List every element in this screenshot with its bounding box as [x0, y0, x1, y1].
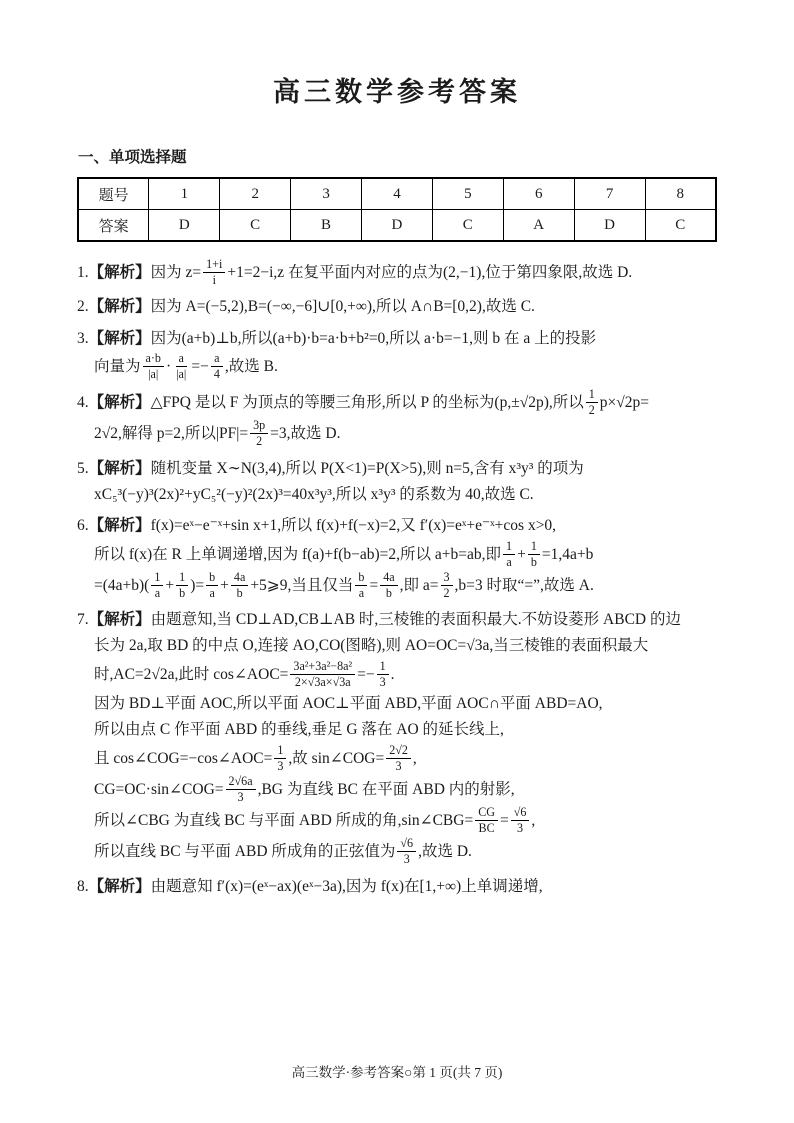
answer-cell: D	[149, 210, 220, 242]
fraction: $\frac{1}{2}$	[586, 387, 598, 418]
question-number-cell: 8	[645, 178, 716, 210]
fraction: $\frac{CG}{BC}$	[475, 805, 498, 836]
solution-line: xC₅³(−y)³(2x)²+yC₅²(−y)²(2x)³=40x³y³,所以 x³y³ 的系数为 40,故选 C.	[94, 485, 534, 503]
fraction: $\frac{√6}{3}$	[397, 836, 416, 867]
solution-paragraph	[77, 874, 717, 900]
fraction: $\frac{1}{a}$	[503, 539, 515, 570]
page-title: 高三数学参考答案	[273, 77, 521, 107]
solution-line: 向量为 $\frac{a\cdot b}{|a|}$ · $\frac{a}{|a|}$ =− $\frac{a}{4}$ ,故选 B.	[94, 350, 278, 382]
answer-cell: D	[362, 210, 433, 242]
question-number-cell: 3	[291, 178, 362, 210]
answer-cell: B	[291, 210, 362, 242]
solution-line: 时,AC=2√2a,此时 cos∠AOC= $\frac{\text{3a²+3a²−8a²}}{2\times√3a\times√3a}$ =− $\frac{1}{3}$ .	[94, 658, 395, 689]
fraction: $\frac{2√6a}{3}$	[226, 774, 256, 805]
fraction: $\frac{4a}{b}$	[231, 570, 248, 601]
fraction: $\frac{b}{a}$	[206, 570, 218, 601]
fraction: $\frac{b}{a}$	[355, 570, 367, 601]
answer-table	[77, 177, 717, 242]
analysis-label: 【解析】	[88, 394, 151, 412]
solution-line: 6.【解析】f(x)=eˣ−e⁻ˣ+sin x+1,所以 f(x)+f(−x)=2,又 f′(x)=eˣ+e⁻ˣ+cos x>0,	[77, 517, 557, 535]
fraction: $\frac{\text{3a²+3a²−8a²}}{2\times√3a\times√3a}$	[290, 659, 355, 690]
answer-cell: C	[220, 210, 291, 242]
question-number-cell: 7	[574, 178, 645, 210]
fraction: $\frac{1}{b}$	[176, 570, 188, 601]
answer-cell: A	[503, 210, 574, 242]
solution-line: 5.【解析】随机变量 X∼N(3,4),所以 P(X<1)=P(X>5),则 n=5,含有 x³y³ 的项为	[77, 459, 584, 477]
answer-row	[78, 210, 716, 242]
fraction: $\frac{3p}{2}$	[250, 418, 268, 449]
solution-line: CG=OC·sin∠COG= $\frac{2√6a}{3}$ ,BG 为直线 BC 在平面 ABD 内的射影,	[94, 773, 515, 804]
solutions	[77, 258, 717, 900]
fraction: $\frac{4a}{b}$	[380, 570, 397, 601]
fraction: $\frac{1}{3}$	[377, 659, 389, 690]
solution-line: 7.【解析】由题意知,当 CD⊥AD,CB⊥AB 时,三棱锥的表面积最大.不妨设菱形 ABCD 的边	[77, 611, 681, 629]
question-number-cell: 4	[362, 178, 433, 210]
solution-line: 长为 2a,取 BD 的中点 O,连接 AO,CO(图略),则 AO=OC=√3a,当三棱锥的表面积最大	[94, 637, 649, 655]
solution-line: 1.【解析】因为 z= $\frac{1+i}{i}$ +1=2−i,z 在复平面内对应的点为(2,−1),位于第四象限,故选 D.	[77, 257, 633, 288]
solution-paragraph	[77, 388, 717, 450]
answer-cell: C	[645, 210, 716, 242]
solution-line: 3.【解析】因为(a+b)⊥b,所以(a+b)·b=a·b+b²=0,所以 a·b=−1,则 b 在 a 上的投影	[77, 329, 597, 347]
solution-line: 所以直线 BC 与平面 ABD 所成角的正弦值为 $\frac{√6}{3}$ ,故选 D.	[94, 836, 472, 867]
section-heading: 一、单项选择题	[78, 149, 187, 166]
solution-paragraph	[77, 294, 717, 320]
solution-line: 所以 f(x)在 R 上单调递增,因为 f(a)+f(b−ab)=2,所以 a+b=ab,即 $\frac{1}{a}$ + $\frac{1}{b}$ =1,4a+b	[94, 538, 594, 569]
question-number-row	[78, 178, 716, 210]
solution-line: 2√2,解得 p=2,所以|PF|= $\frac{3p}{2}$ =3,故选 D.	[94, 418, 341, 449]
solution-line: =(4a+b)( $\frac{1}{a}$ + $\frac{1}{b}$ )= $\frac{b}{a}$ + $\frac{4a}{b}$ +5⩾9,当且仅当 $\frac{b}{a}$ = $\frac{4a}{b}$ ,即 a= $\frac{3}{2}$ ,b=3 时取“=”,故选 A.	[94, 569, 594, 600]
analysis-label: 【解析】	[88, 298, 151, 316]
fraction: $\frac{2√2}{3}$	[386, 743, 411, 774]
fraction: $\frac{a}{4}$	[211, 351, 223, 382]
fraction: $\frac{a\cdot b}{|a|}$	[143, 351, 164, 382]
solution-line: 所以由点 C 作平面 ABD 的垂线,垂足 G 落在 AO 的延长线上,	[94, 721, 504, 739]
solution-paragraph	[77, 513, 717, 602]
solution-paragraph	[77, 326, 717, 384]
answer-label: 答案	[78, 210, 149, 242]
solution-paragraph	[77, 258, 717, 289]
analysis-label: 【解析】	[88, 329, 151, 347]
fraction: $\frac{1}{a}$	[151, 570, 163, 601]
answer-cell: C	[432, 210, 503, 242]
fraction: $\frac{a}{|a|}$	[176, 350, 187, 382]
fraction: $\frac{1}{b}$	[528, 539, 540, 570]
question-number-cell: 1	[149, 178, 220, 210]
solution-line: 所以∠CBG 为直线 BC 与平面 ABD 所成的角,sin∠CBG= $\frac{CG}{BC}$ = $\frac{√6}{3}$ ,	[94, 805, 536, 836]
analysis-label: 【解析】	[88, 877, 151, 895]
question-number-cell: 5	[432, 178, 503, 210]
fraction: $\frac{√6}{3}$	[511, 805, 530, 836]
analysis-label: 【解析】	[88, 264, 151, 282]
solution-line: 因为 BD⊥平面 AOC,所以平面 AOC⊥平面 ABD,平面 AOC∩平面 ABD=AO,	[94, 694, 603, 712]
question-number-cell: 6	[503, 178, 574, 210]
analysis-label: 【解析】	[88, 459, 151, 477]
answer-cell: D	[574, 210, 645, 242]
analysis-label: 【解析】	[88, 517, 151, 535]
analysis-label: 【解析】	[88, 611, 151, 629]
solution-paragraph	[77, 607, 717, 868]
fraction: $\frac{1}{3}$	[274, 743, 286, 774]
solution-line: 且 cos∠COG=−cos∠AOC= $\frac{1}{3}$ ,故 sin∠COG= $\frac{2√2}{3}$ ,	[94, 742, 417, 773]
solution-line: 4.【解析】△FPQ 是以 F 为顶点的等腰三角形,所以 P 的坐标为(p,±√2p),所以 $\frac{1}{2}$ p×√2p=	[77, 387, 650, 418]
question-number-cell: 2	[220, 178, 291, 210]
solution-line: 2.【解析】因为 A=(−5,2),B=(−∞,−6]∪[0,+∞),所以 A∩B=[0,2),故选 C.	[77, 298, 535, 316]
fraction: $\frac{1+i}{i}$	[203, 257, 225, 288]
page-footer: 高三数学·参考答案○第 1 页(共 7 页)	[291, 1065, 503, 1080]
solution-paragraph	[77, 456, 717, 509]
solution-line: 8.【解析】由题意知 f′(x)=(eˣ−ax)(eˣ−3a),因为 f(x)在[1,+∞)上单调递增,	[77, 877, 543, 895]
question-number-label: 题号	[78, 178, 149, 210]
fraction: $\frac{3}{2}$	[441, 570, 453, 601]
